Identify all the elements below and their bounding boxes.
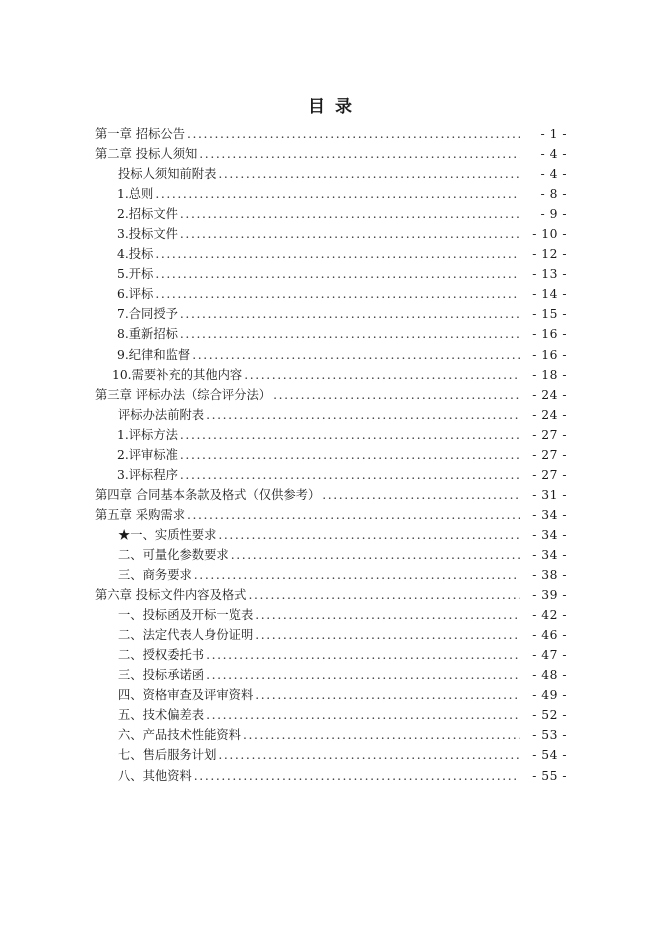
toc-entry[interactable] xyxy=(95,565,567,585)
toc-entry[interactable] xyxy=(95,264,567,284)
toc-entry-page-number: - 10 - xyxy=(532,227,567,242)
toc-entry-label: ★一、实质性要求 xyxy=(118,527,217,542)
dot-leader xyxy=(218,745,520,765)
dot-leader xyxy=(255,625,520,645)
dot-leader xyxy=(206,645,520,665)
toc-entry-page-number: - 16 - xyxy=(532,347,567,362)
toc-entry-label: 二、法定代表人身份证明 xyxy=(118,628,254,643)
dot-leader xyxy=(218,525,520,545)
toc-entry-page-number: - 24 - xyxy=(532,387,567,402)
toc-entry-page-number: - 34 - xyxy=(532,527,567,542)
toc-entry-page-number: - 9 - xyxy=(540,207,567,222)
dot-leader xyxy=(218,164,520,184)
toc-entry-page-number: - 4 - xyxy=(540,167,567,182)
dot-leader xyxy=(155,284,520,304)
toc-entry-label: 四、资格审查及评审资料 xyxy=(118,688,254,703)
toc-entry-page-number: - 38 - xyxy=(532,568,567,583)
toc-entry-page-number: - 47 - xyxy=(532,648,567,663)
toc-entry-page-number: - 54 - xyxy=(532,748,567,763)
toc-entry-label: 第六章 投标文件内容及格式 xyxy=(95,588,247,603)
toc-entry-label: 五、技术偏差表 xyxy=(118,708,205,723)
toc-entry[interactable] xyxy=(95,505,567,525)
toc-entry[interactable] xyxy=(95,284,567,304)
toc-entry-label: 1.评标方法 xyxy=(117,427,178,442)
toc-entry-label: 10.需要补充的其他内容 xyxy=(112,367,243,382)
toc-entry[interactable] xyxy=(95,445,567,465)
dot-leader xyxy=(180,465,520,485)
toc-entry-label: 三、投标承诺函 xyxy=(118,668,205,683)
toc-entry-page-number: - 8 - xyxy=(540,187,567,202)
toc-entry-page-number: - 16 - xyxy=(532,327,567,342)
toc-entry[interactable] xyxy=(95,324,567,344)
toc-entry-page-number: - 55 - xyxy=(532,768,567,783)
toc-entry[interactable] xyxy=(95,645,567,665)
toc-entry[interactable] xyxy=(95,545,567,565)
table-of-contents xyxy=(95,124,567,786)
toc-entry-label: 3.投标文件 xyxy=(117,227,178,242)
toc-entry-label: 5.开标 xyxy=(117,267,154,282)
dot-leader xyxy=(180,204,520,224)
toc-entry[interactable] xyxy=(95,725,567,745)
dot-leader xyxy=(194,766,520,786)
toc-entry[interactable] xyxy=(95,745,567,765)
toc-entry[interactable] xyxy=(95,585,567,605)
dot-leader xyxy=(155,244,520,264)
toc-entry[interactable] xyxy=(95,465,567,485)
toc-entry-page-number: - 49 - xyxy=(532,688,567,703)
toc-entry-page-number: - 13 - xyxy=(532,267,567,282)
toc-entry-page-number: - 27 - xyxy=(532,467,567,482)
toc-entry-label: 二、可量化参数要求 xyxy=(118,547,229,562)
toc-entry[interactable] xyxy=(95,304,567,324)
toc-entry[interactable] xyxy=(95,365,567,385)
toc-entry[interactable] xyxy=(95,184,567,204)
toc-entry-label: 七、售后服务计划 xyxy=(118,748,217,763)
dot-leader xyxy=(192,345,520,365)
toc-entry[interactable] xyxy=(95,164,567,184)
dot-leader xyxy=(231,545,520,565)
toc-entry-label: 第五章 采购需求 xyxy=(95,507,185,522)
toc-entry-page-number: - 46 - xyxy=(532,628,567,643)
toc-entry-page-number: - 1 - xyxy=(540,127,567,141)
toc-entry-label: 六、产品技术性能资料 xyxy=(118,728,241,743)
dot-leader xyxy=(255,685,520,705)
toc-entry-page-number: - 12 - xyxy=(532,247,567,262)
dot-leader xyxy=(187,505,520,525)
toc-entry-label: 1.总则 xyxy=(117,187,154,202)
toc-entry[interactable] xyxy=(95,124,567,144)
toc-entry-label: 2.评审标准 xyxy=(117,447,178,462)
toc-entry-page-number: - 31 - xyxy=(532,487,567,502)
toc-entry-page-number: - 34 - xyxy=(532,547,567,562)
toc-entry-page-number: - 4 - xyxy=(540,147,567,162)
toc-entry[interactable] xyxy=(95,244,567,264)
toc-entry-label: 2.招标文件 xyxy=(117,207,178,222)
dot-leader xyxy=(194,565,520,585)
toc-entry-label: 第二章 投标人须知 xyxy=(95,147,198,162)
toc-entry-label: 评标办法前附表 xyxy=(118,407,205,422)
toc-entry-label: 6.评标 xyxy=(117,287,154,302)
toc-entry[interactable] xyxy=(95,405,567,425)
toc-entry-page-number: - 15 - xyxy=(532,307,567,322)
toc-entry[interactable] xyxy=(95,625,567,645)
toc-entry-page-number: - 48 - xyxy=(532,668,567,683)
dot-leader xyxy=(322,485,520,505)
dot-leader xyxy=(155,264,520,284)
dot-leader xyxy=(199,144,520,164)
toc-entry[interactable] xyxy=(95,766,567,786)
dot-leader xyxy=(255,605,520,625)
toc-entry-page-number: - 53 - xyxy=(532,728,567,743)
toc-entry-label: 八、其他资料 xyxy=(118,768,192,783)
toc-entry-page-number: - 34 - xyxy=(532,507,567,522)
dot-leader xyxy=(180,224,520,244)
dot-leader xyxy=(180,324,520,344)
toc-entry[interactable] xyxy=(95,685,567,705)
toc-entry-page-number: - 39 - xyxy=(532,588,567,603)
dot-leader xyxy=(180,425,520,445)
dot-leader xyxy=(206,405,520,425)
toc-entry-page-number: - 24 - xyxy=(532,407,567,422)
dot-leader xyxy=(206,665,520,685)
dot-leader xyxy=(180,445,520,465)
toc-title: 目 录 xyxy=(308,97,354,117)
toc-entry-label: 第四章 合同基本条款及格式（仅供参考） xyxy=(95,487,321,502)
toc-entry[interactable] xyxy=(95,605,567,625)
dot-leader xyxy=(155,184,520,204)
toc-entry[interactable] xyxy=(95,485,567,505)
toc-entry[interactable] xyxy=(95,224,567,244)
toc-entry-page-number: - 14 - xyxy=(532,287,567,302)
toc-entry-label: 第三章 评标办法（综合评分法） xyxy=(95,387,272,402)
toc-entry-label: 投标人须知前附表 xyxy=(118,167,217,182)
dot-leader xyxy=(244,365,520,385)
toc-entry-label: 第一章 招标公告 xyxy=(95,127,185,141)
dot-leader xyxy=(273,385,520,405)
toc-entry[interactable] xyxy=(95,425,567,445)
toc-entry-page-number: - 52 - xyxy=(532,708,567,723)
toc-entry-page-number: - 18 - xyxy=(532,367,567,382)
toc-entry-label: 7.合同授予 xyxy=(117,307,178,322)
toc-entry-label: 一、投标函及开标一览表 xyxy=(118,608,254,623)
dot-leader xyxy=(243,725,520,745)
toc-entry-label: 9.纪律和监督 xyxy=(117,347,191,362)
toc-entry-label: 三、商务要求 xyxy=(118,568,192,583)
toc-entry[interactable] xyxy=(95,345,567,365)
dot-leader xyxy=(187,124,520,144)
toc-entry[interactable] xyxy=(95,665,567,685)
toc-entry[interactable] xyxy=(95,385,567,405)
toc-entry[interactable] xyxy=(95,525,567,545)
toc-entry[interactable] xyxy=(95,144,567,164)
dot-leader xyxy=(248,585,520,605)
toc-entry-page-number: - 27 - xyxy=(532,427,567,442)
toc-entry-page-number: - 42 - xyxy=(532,608,567,623)
toc-entry-label: 4.投标 xyxy=(117,247,154,262)
toc-entry-label: 二、授权委托书 xyxy=(118,648,205,663)
dot-leader xyxy=(180,304,520,324)
toc-entry[interactable] xyxy=(95,204,567,224)
toc-entry-page-number: - 27 - xyxy=(532,447,567,462)
toc-entry-label: 8.重新招标 xyxy=(117,327,178,342)
toc-entry-label: 3.评标程序 xyxy=(117,467,178,482)
toc-entry[interactable] xyxy=(95,705,567,725)
dot-leader xyxy=(206,705,520,725)
